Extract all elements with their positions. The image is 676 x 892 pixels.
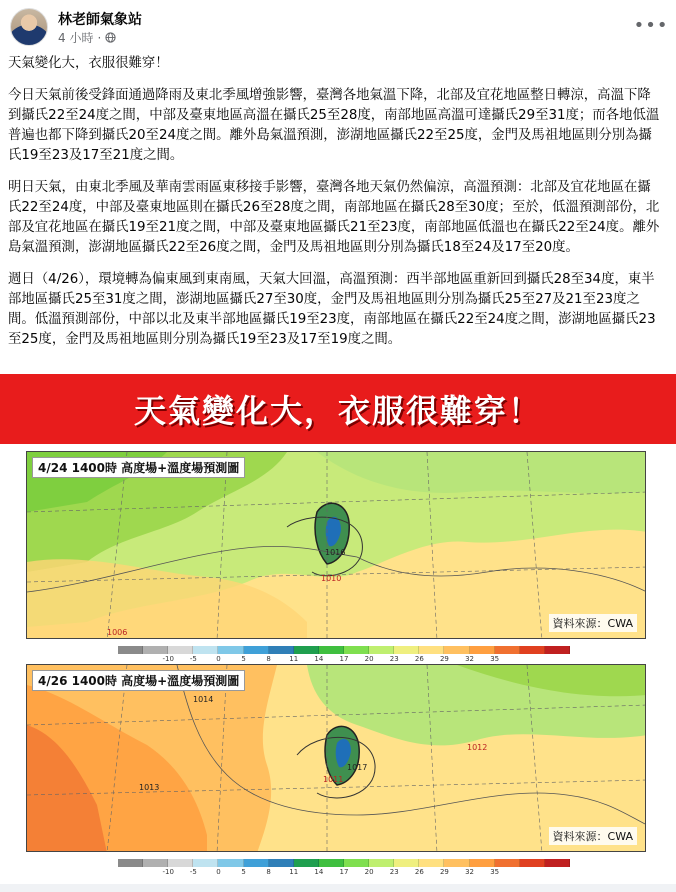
colorbar-tick-label: 8	[266, 868, 271, 876]
colorbar-tick-label: 29	[439, 868, 449, 876]
colorbar-swatch	[369, 646, 394, 654]
isobar-label: 1017	[347, 763, 368, 772]
map-source: 資料來源：CWA	[549, 827, 637, 845]
colorbar-swatch	[394, 859, 419, 867]
colorbar-swatch	[193, 859, 218, 867]
colorbar-tick-label: -5	[189, 868, 197, 876]
colorbar-tick-label: 14	[314, 655, 324, 663]
post-body	[8, 54, 662, 362]
colorbar-swatch	[520, 859, 545, 867]
colorbar-tick-label: -5	[189, 655, 197, 663]
isobar-label: 1016	[325, 548, 346, 557]
more-icon: •••	[633, 14, 669, 36]
colorbar-swatch	[269, 859, 294, 867]
post-paragraph: 週日（4/26），環境轉為偏東風到東南風，天氣大回溫，高溫預測：西半部地區重新回到攝氏28至34度，東半部地區攝氏25至31度之間，澎湖地區攝氏27至30度，金門及馬祖地區則分別為攝氏25至27及21至23度之間。低溫預測部份，中部以北及東半部地區攝氏19至23度，南部地區在攝氏22至24度之間，澎湖地區攝氏23至25度，金門及馬祖地區則分別為攝氏19至23及17至19度之間。	[8, 272, 656, 347]
colorbar-swatch	[244, 646, 269, 654]
colorbar-tick-label: 20	[364, 868, 374, 876]
colorbar-swatch	[394, 646, 419, 654]
colorbar-tick-label: 23	[389, 655, 399, 663]
colorbar-swatch	[193, 646, 218, 654]
isobar-label: 1013	[139, 783, 160, 792]
colorbar-tick-label: 32	[465, 868, 475, 876]
author-name[interactable]: 林老師氣象站	[58, 12, 142, 28]
colorbar-tick-label: 35	[490, 655, 500, 663]
isobar-label: 1006	[107, 628, 128, 637]
colorbar-swatch	[470, 859, 495, 867]
colorbar-swatch	[520, 646, 545, 654]
colorbar-tick-label: -10	[162, 655, 174, 663]
isobar-label: 1010	[321, 574, 342, 583]
colorbar-tick-label: 26	[414, 655, 424, 663]
banner-title: 天氣變化大，衣服很難穿！	[133, 392, 542, 430]
post-time[interactable]: 4 小時	[58, 31, 94, 45]
colorbar-swatch	[168, 859, 193, 867]
colorbar-swatch	[419, 859, 444, 867]
image-banner[interactable]	[0, 374, 676, 444]
colorbar-tick-label: -10	[162, 868, 174, 876]
post-paragraph: 今日天氣前後受鋒面通過降雨及東北季風增強影響，臺灣各地氣溫下降，北部及宜花地區整日轉涼，高溫下降到攝氏22至24度之間，中部及臺東地區高溫在攝氏25至28度，南部地區高溫可達攝氏29至31度；而各地低溫普遍也都下降到攝氏20至24度之間。離外島氣溫預測，澎湖地區攝氏22至25度，金門及馬祖地區則分別為攝氏19至23及17至21度之間。	[8, 88, 660, 163]
colorbar-swatch	[269, 646, 294, 654]
map-label: 4/24 1400時 高度場+溫度場預測圖	[32, 457, 245, 478]
colorbar-swatch	[419, 646, 444, 654]
map-graphic	[27, 665, 646, 852]
map-source: 資料來源：CWA	[549, 614, 637, 632]
colorbar-swatch	[369, 859, 394, 867]
forecast-map-0424	[26, 451, 646, 639]
colorbar-swatch	[344, 646, 369, 654]
colorbar-ticks	[118, 868, 570, 878]
globe-icon	[105, 32, 116, 43]
map-label: 4/26 1400時 高度場+溫度場預測圖	[32, 670, 245, 691]
colorbar-swatch	[244, 859, 269, 867]
post-header	[8, 6, 668, 48]
colorbar-tick-label: 20	[364, 655, 374, 663]
colorbar-swatch	[444, 646, 469, 654]
author-avatar[interactable]	[10, 8, 48, 46]
post-paragraph: 明日天氣，由東北季風及華南雲雨區東移接手影響，臺灣各地天氣仍然偏涼，高溫預測：北部及宜花地區在攝氏22至24度，中部及臺東地區則在攝氏26至28度之間，南部地區在攝氏28至30度；至於，低溫預測部份，北部及宜花地區在攝氏19至21度之間，中部及臺東地區攝氏21至23度，南部地區低溫也在攝氏22至24度。離外島氣溫預測，澎湖地區攝氏22至26度之間，金門及馬祖地區則分別為攝氏18至24及17至20度。	[8, 180, 660, 255]
colorbar-tick-label: 5	[241, 655, 246, 663]
colorbar-swatch	[143, 646, 168, 654]
forecast-map-0426	[26, 664, 646, 852]
colorbar-tick-label: 0	[216, 868, 221, 876]
colorbar-tick-label: 5	[241, 868, 246, 876]
colorbar-tick-label: 29	[439, 655, 449, 663]
colorbar-tick-label: 14	[314, 868, 324, 876]
colorbar-swatches	[118, 646, 570, 654]
colorbar-tick-label: 26	[414, 868, 424, 876]
post-paragraph: 天氣變化大，衣服很難穿！	[8, 56, 169, 71]
colorbar-swatch	[319, 646, 344, 654]
colorbar-swatch	[294, 646, 319, 654]
colorbar-swatch	[495, 646, 520, 654]
colorbar-swatch	[118, 859, 143, 867]
colorbar-swatch	[319, 859, 344, 867]
map-graphic	[27, 452, 646, 639]
colorbar-swatch	[495, 859, 520, 867]
temperature-colorbar	[118, 857, 570, 879]
more-options-button[interactable]	[633, 12, 669, 38]
colorbar-tick-label: 32	[465, 655, 475, 663]
colorbar-swatch	[545, 859, 570, 867]
temperature-colorbar	[118, 644, 570, 666]
colorbar-swatches	[118, 859, 570, 867]
colorbar-tick-label: 23	[389, 868, 399, 876]
isobar-label: 1011	[323, 775, 344, 784]
colorbar-tick-label: 35	[490, 868, 500, 876]
colorbar-swatch	[218, 646, 243, 654]
isobar-label: 1014	[193, 695, 214, 704]
colorbar-swatch	[168, 646, 193, 654]
colorbar-tick-label: 0	[216, 655, 221, 663]
isobar-label: 1012	[467, 743, 488, 752]
colorbar-swatch	[143, 859, 168, 867]
colorbar-tick-label: 17	[339, 655, 349, 663]
colorbar-swatch	[344, 859, 369, 867]
colorbar-tick-label: 17	[339, 868, 349, 876]
colorbar-tick-label: 8	[266, 655, 271, 663]
colorbar-swatch	[294, 859, 319, 867]
colorbar-swatch	[545, 646, 570, 654]
colorbar-swatch	[470, 646, 495, 654]
colorbar-tick-label: 11	[289, 655, 299, 663]
post-footer-divider	[0, 884, 676, 892]
colorbar-swatch	[444, 859, 469, 867]
post-meta: 4 小時 ·	[58, 29, 116, 46]
colorbar-swatch	[218, 859, 243, 867]
colorbar-swatch	[118, 646, 143, 654]
colorbar-tick-label: 11	[289, 868, 299, 876]
